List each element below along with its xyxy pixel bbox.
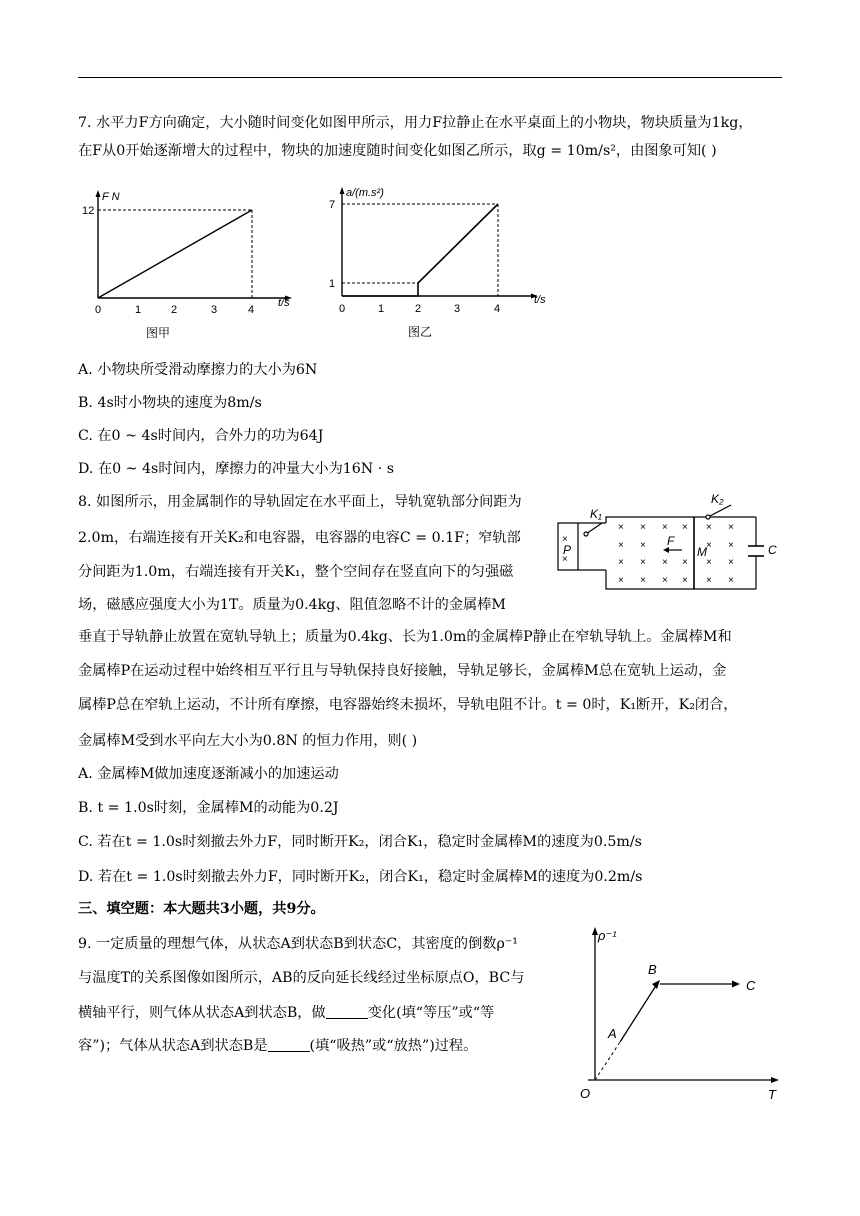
jia-xlabel: t/s [278, 297, 290, 309]
jia-ylabel: F N [102, 191, 120, 203]
jia-xtick-1: 1 [135, 304, 142, 316]
q8-option-a: A. 金属棒M做加速度逐渐减小的加速运动 [78, 766, 339, 782]
cross-mark: × [728, 557, 734, 568]
cross-mark: × [706, 557, 712, 568]
q8-stem-line1: 8. 如图所示，用金属制作的导轨固定在水平面上，导轨宽轨部分间距为 [78, 494, 522, 510]
cross-mark: × [662, 522, 668, 533]
cross-mark: × [662, 557, 668, 568]
q7-stem-line2: 在F从0开始逐渐增大的过程中，物块的加速度随时间变化如图乙所示，取g = 10m/s²，由图象可知( ) [78, 143, 717, 159]
cross-mark: × [618, 540, 624, 551]
label-f: F [667, 534, 675, 548]
label-c: C [768, 543, 777, 557]
cross-mark: × [728, 522, 734, 533]
yi-ytick-7: 7 [329, 199, 336, 211]
q8-stem-line6: 金属棒P在运动过程中始终相互平行且与导轨保持良好接触，导轨足够长，金属棒M总在宽轨上运动，金 [78, 663, 727, 679]
label-k2: K₂ [711, 492, 724, 506]
cross-mark: × [682, 575, 688, 586]
jia-xtick-4: 4 [248, 304, 255, 316]
yi-xtick-4: 4 [494, 303, 501, 315]
answer-blank-2[interactable] [268, 1037, 310, 1052]
q8-stem-line7: 属棒P总在窄轨上运动，不计所有摩擦，电容器始终未损坏，导轨电阻不计。t = 0时，K₁断开，K₂闭合， [78, 697, 738, 713]
cross-mark: × [640, 522, 646, 533]
jia-xtick-0: 0 [95, 304, 102, 316]
cross-mark: × [562, 534, 568, 545]
cross-mark: × [640, 575, 646, 586]
header-rule [78, 77, 782, 78]
q9-stem-line2: 与温度T的关系图像如图所示，AB的反向延长线经过坐标原点O，BC与 [78, 970, 525, 986]
state-c-label: C [746, 978, 756, 993]
cross-mark: × [682, 557, 688, 568]
rho-xlabel: T [768, 1087, 776, 1102]
label-m: M [697, 545, 707, 559]
figure-yi [322, 184, 562, 344]
state-a-label: A [608, 1026, 617, 1041]
jia-xtick-3: 3 [211, 304, 218, 316]
label-k1: K₁ [590, 507, 602, 521]
state-b-label: B [648, 962, 657, 977]
q7-option-c: C. 在0 ~ 4s时间内，合外力的功为64J [78, 428, 324, 444]
yi-xtick-3: 3 [454, 303, 461, 315]
jia-data-line [98, 210, 252, 298]
answer-blank-1[interactable] [326, 1004, 368, 1019]
yi-xtick-1: 1 [378, 303, 385, 315]
q9-line4-end: (填“吸热”或“放热”)过程。 [309, 1038, 478, 1054]
figure-jia [80, 188, 310, 346]
q7-option-d: D. 在0 ~ 4s时间内，摩擦力的冲量大小为16N · s [78, 461, 395, 477]
q8-option-d: D. 若在t = 1.0s时刻撤去外力F，同时断开K₂，闭合K₁，稳定时金属棒M的速度为0.2m/s [78, 869, 643, 885]
cross-mark: × [706, 540, 712, 551]
section-3-heading: 三、填空题：本大题共3小题，共9分。 [78, 901, 325, 917]
q8-option-c: C. 若在t = 1.0s时刻撤去外力F，同时断开K₂，闭合K₁，稳定时金属棒M的速度为0.5m/s [78, 834, 642, 850]
jia-xtick-2: 2 [171, 304, 178, 316]
q8-stem-line4: 场，磁感应强度大小为1T。质量为0.4kg、阻值忽略不计的金属棒M [78, 597, 506, 613]
cross-mark: × [618, 575, 624, 586]
cross-mark: × [662, 575, 668, 586]
q9-stem-line4 [78, 1036, 477, 1056]
yi-caption: 图乙 [408, 325, 433, 339]
q9-line4-start: 容”)；气体从状态A到状态B是 [78, 1038, 268, 1054]
yi-xlabel: t/s [534, 294, 546, 306]
jia-ytick-12: 12 [82, 205, 95, 217]
jia-caption: 图甲 [146, 326, 171, 340]
rho-origin: O [580, 1086, 591, 1101]
q9-line3-start: 横轴平行，则气体从状态A到状态B，做 [78, 1005, 326, 1021]
q9-line3-end: 变化(填“等压”或“等 [367, 1005, 495, 1021]
figure-rho-t [568, 924, 788, 1110]
cross-mark: × [728, 540, 734, 551]
cross-mark: × [562, 554, 568, 565]
yi-xtick-2: 2 [415, 303, 422, 315]
cross-mark: × [640, 557, 646, 568]
q7-option-a: A. 小物块所受滑动摩擦力的大小为6N [78, 362, 318, 378]
cross-mark: × [706, 522, 712, 533]
yi-ytick-1: 1 [329, 278, 336, 290]
label-p: P [563, 543, 572, 557]
q8-stem-line3: 分间距为1.0m，右端连接有开关K₁，整个空间存在竖直向下的匀强磁 [78, 564, 514, 580]
cross-mark: × [728, 575, 734, 586]
yi-ylabel: a/(m.s²) [346, 187, 384, 199]
yi-xtick-0: 0 [339, 303, 346, 315]
cross-mark: × [618, 557, 624, 568]
cross-mark: × [706, 575, 712, 586]
q8-stem-line5: 垂直于导轨静止放置在宽轨导轨上；质量为0.4kg、长为1.0m的金属棒P静止在窄轨导轨上。金属棒M和 [78, 629, 732, 645]
rail-diagram [556, 490, 784, 600]
q9-stem-line3 [78, 1003, 494, 1023]
q8-stem-line8: 金属棒M受到水平向左大小为0.8N 的恒力作用，则( ) [78, 733, 418, 749]
q8-stem-line2: 2.0m，右端连接有开关K₂和电容器，电容器的电容C = 0.1F；窄轨部 [78, 530, 521, 546]
cross-mark: × [682, 522, 688, 533]
yi-data-line [342, 204, 498, 296]
cross-mark: × [618, 522, 624, 533]
q9-stem-line1: 9. 一定质量的理想气体，从状态A到状态B到状态C，其密度的倒数ρ⁻¹ [78, 936, 518, 952]
rho-ylabel: ρ⁻¹ [598, 928, 617, 943]
q8-option-b: B. t = 1.0s时刻，金属棒M的动能为0.2J [78, 800, 339, 816]
cross-mark: × [640, 540, 646, 551]
q7-stem-line1: 7. 水平力F方向确定，大小随时间变化如图甲所示，用力F拉静止在水平桌面上的小物块，物块质量为1kg， [78, 115, 753, 131]
q7-option-b: B. 4s时小物块的速度为8m/s [78, 395, 262, 411]
